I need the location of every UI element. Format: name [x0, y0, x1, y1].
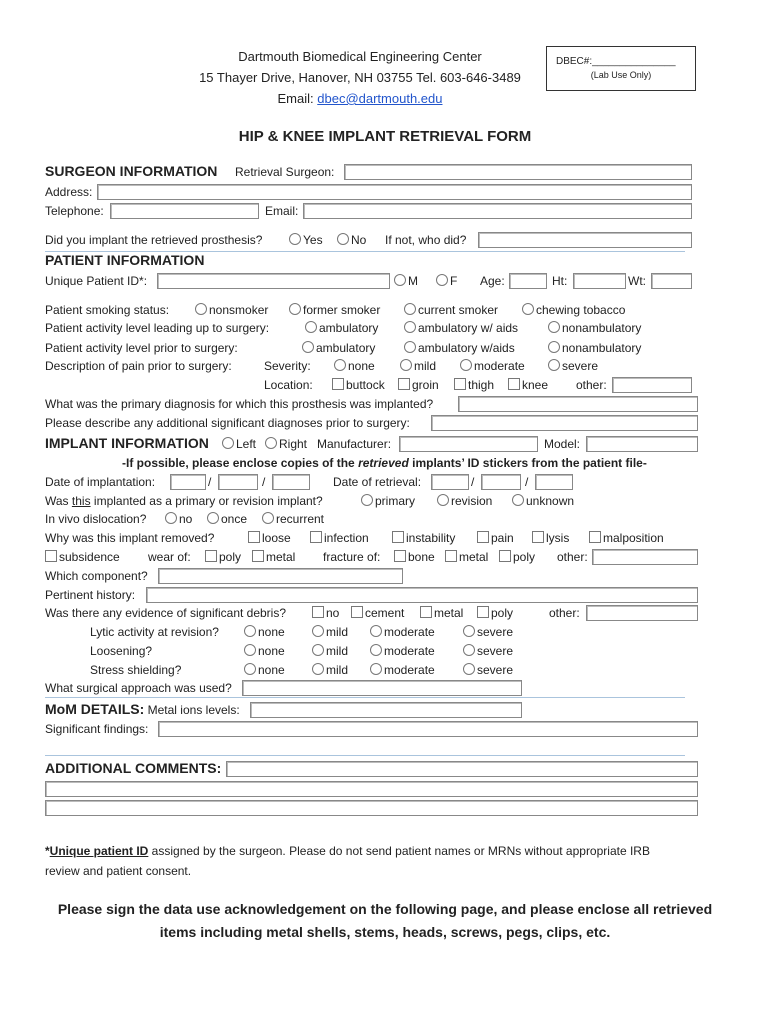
radio-icon[interactable]: [548, 359, 560, 371]
checkbox-icon[interactable]: [205, 550, 217, 562]
checkbox-icon[interactable]: [45, 550, 57, 562]
radio-icon[interactable]: [548, 341, 560, 353]
divider: [45, 697, 685, 698]
activity-pre-option[interactable]: nonambulatory: [548, 321, 641, 335]
radio-icon[interactable]: [404, 341, 416, 353]
activity-pre-option[interactable]: ambulatory: [305, 321, 378, 335]
retrieval-year[interactable]: [535, 474, 573, 490]
retrieval-month[interactable]: [431, 474, 469, 490]
lytic-option[interactable]: none: [244, 625, 285, 639]
removal-option[interactable]: infection: [310, 531, 369, 545]
radio-icon[interactable]: [437, 494, 449, 506]
radio-icon[interactable]: [361, 494, 373, 506]
loosening-option[interactable]: none: [244, 644, 285, 658]
who-label: If not, who did?: [385, 233, 467, 247]
divider: [45, 755, 685, 756]
smoking-option[interactable]: nonsmoker: [195, 303, 268, 317]
checkbox-icon[interactable]: [310, 531, 322, 543]
removal-option[interactable]: malposition: [589, 531, 664, 545]
age-label: Age:: [480, 274, 505, 288]
radio-icon[interactable]: [404, 321, 416, 333]
address-field[interactable]: [97, 184, 692, 200]
severity-option[interactable]: moderate: [460, 359, 525, 373]
checkbox-icon[interactable]: [398, 378, 410, 390]
no-option[interactable]: No: [337, 233, 366, 247]
radio-icon[interactable]: [262, 512, 274, 524]
smoking-option[interactable]: chewing tobacco: [522, 303, 625, 317]
yes-option[interactable]: Yes: [289, 233, 323, 247]
mom-line: MoM DETAILS: Metal ions levels:: [45, 701, 240, 717]
component-field[interactable]: [158, 568, 403, 584]
stress-option[interactable]: moderate: [370, 663, 435, 677]
other-diagnosis-label: Please describe any additional significant diagnoses prior to surgery:: [45, 416, 410, 430]
subsidence-option[interactable]: subsidence: [45, 550, 120, 564]
email-link[interactable]: dbec@dartmouth.edu: [317, 91, 443, 106]
radio-icon[interactable]: [207, 512, 219, 524]
form-title: HIP & KNEE IMPLANT RETRIEVAL FORM: [238, 128, 532, 145]
fracture-option[interactable]: metal: [445, 550, 488, 564]
removal-option[interactable]: loose: [248, 531, 291, 545]
location-other-field[interactable]: [612, 377, 692, 393]
radio-icon[interactable]: [305, 321, 317, 333]
surgeon-heading: SURGEON INFORMATION: [45, 163, 218, 179]
checkbox-icon[interactable]: [508, 378, 520, 390]
checkbox-icon[interactable]: [589, 531, 601, 543]
radio-icon[interactable]: [244, 625, 256, 637]
implant-heading: IMPLANT INFORMATION: [45, 435, 209, 451]
loosening-option[interactable]: severe: [463, 644, 513, 658]
radio-icon[interactable]: [436, 274, 448, 286]
closing-line-2: items including metal shells, stems, heads, screws, pegs, clips, etc.: [159, 924, 611, 940]
loosening-option[interactable]: moderate: [370, 644, 435, 658]
location-option[interactable]: thigh: [454, 378, 494, 392]
history-label: Pertinent history:: [45, 588, 136, 602]
activity-prior-option[interactable]: ambulatory w/aids: [404, 341, 515, 355]
checkbox-icon[interactable]: [252, 550, 264, 562]
radio-icon[interactable]: [400, 359, 412, 371]
radio-icon[interactable]: [370, 663, 382, 675]
closing-line-1: Please sign the data use acknowledgement on the following page, and please enclose all retrieved: [57, 901, 713, 917]
approach-label: What surgical approach was used?: [45, 681, 232, 695]
radio-icon[interactable]: [302, 341, 314, 353]
activity-pre-label: Patient activity level leading up to surgery:: [45, 321, 270, 335]
history-field[interactable]: [146, 587, 698, 603]
location-other-label: other:: [576, 378, 607, 392]
primary-option[interactable]: primary: [361, 494, 415, 508]
debris-option[interactable]: no: [312, 606, 339, 620]
checkbox-icon[interactable]: [477, 531, 489, 543]
checkbox-icon[interactable]: [332, 378, 344, 390]
checkbox-icon[interactable]: [445, 550, 457, 562]
debris-other-field[interactable]: [586, 605, 698, 621]
comments-field-3[interactable]: [45, 800, 698, 816]
fracture-option[interactable]: bone: [394, 550, 435, 564]
implantation-month[interactable]: [170, 474, 206, 490]
component-label: Which component?: [45, 569, 148, 583]
debris-option[interactable]: cement: [351, 606, 404, 620]
checkbox-icon[interactable]: [312, 606, 324, 618]
height-label: Ht:: [552, 274, 568, 288]
radio-icon[interactable]: [312, 644, 324, 656]
checkbox-icon[interactable]: [351, 606, 363, 618]
findings-label: Significant findings:: [45, 722, 149, 736]
findings-field[interactable]: [158, 721, 698, 737]
footnote-line-1: *Unique patient ID assigned by the surgeon. Please do not send patient names or MRNs without appropriate IRB: [45, 844, 650, 858]
smoking-option[interactable]: current smoker: [404, 303, 498, 317]
retrieval-surgeon-label: Retrieval Surgeon:: [235, 165, 335, 179]
radio-icon[interactable]: [244, 663, 256, 675]
org-address: 15 Thayer Drive, Hanover, NH 03755 Tel. 603-646-3489: [199, 70, 521, 85]
date-slash: /: [525, 475, 529, 489]
radio-icon[interactable]: [165, 512, 177, 524]
radio-icon[interactable]: [394, 274, 406, 286]
dislocation-option[interactable]: no: [165, 512, 192, 526]
radio-icon[interactable]: [463, 625, 475, 637]
retrieval-day[interactable]: [481, 474, 521, 490]
date-slash: /: [471, 475, 475, 489]
implant-question: Did you implant the retrieved prosthesis?: [45, 233, 263, 247]
checkbox-icon[interactable]: [248, 531, 260, 543]
radio-icon[interactable]: [337, 233, 349, 245]
male-option[interactable]: M: [394, 274, 418, 288]
weight-field[interactable]: [651, 273, 692, 289]
radio-icon[interactable]: [404, 303, 416, 315]
age-field[interactable]: [509, 273, 547, 289]
radio-icon[interactable]: [522, 303, 534, 315]
height-field[interactable]: [573, 273, 626, 289]
severity-option[interactable]: none: [334, 359, 375, 373]
implantation-year[interactable]: [272, 474, 310, 490]
radio-icon[interactable]: [370, 625, 382, 637]
debris-label: Was there any evidence of significant debris?: [45, 606, 287, 620]
primary-option[interactable]: revision: [437, 494, 492, 508]
wear-option[interactable]: metal: [252, 550, 295, 564]
radio-icon[interactable]: [463, 644, 475, 656]
primary-option[interactable]: unknown: [512, 494, 574, 508]
diagnosis-label: What was the primary diagnosis for which this prosthesis was implanted?: [45, 397, 434, 411]
manufacturer-field[interactable]: [399, 436, 538, 452]
retrieval-date-label: Date of retrieval:: [333, 475, 422, 489]
model-field[interactable]: [586, 436, 698, 452]
activity-prior-option[interactable]: ambulatory: [302, 341, 375, 355]
debris-option[interactable]: metal: [420, 606, 463, 620]
lytic-option[interactable]: mild: [312, 625, 348, 639]
checkbox-icon[interactable]: [392, 531, 404, 543]
uid-label: Unique Patient ID*:: [45, 274, 148, 288]
activity-pre-option[interactable]: ambulatory w/ aids: [404, 321, 518, 335]
comments-field-2[interactable]: [45, 781, 698, 797]
org-name: Dartmouth Biomedical Engineering Center: [238, 49, 482, 64]
activity-prior-label: Patient activity level prior to surgery:: [45, 341, 238, 355]
checkbox-icon[interactable]: [420, 606, 432, 618]
checkbox-icon[interactable]: [394, 550, 406, 562]
radio-icon[interactable]: [312, 663, 324, 675]
severity-label: Severity:: [264, 359, 311, 373]
stress-option[interactable]: none: [244, 663, 285, 677]
stress-option[interactable]: severe: [463, 663, 513, 677]
location-option[interactable]: groin: [398, 378, 439, 392]
other-diagnosis-field[interactable]: [431, 415, 698, 431]
debris-other-label: other:: [549, 606, 580, 620]
org-email-line: [100, 88, 620, 109]
address-label: Address:: [45, 185, 93, 199]
telephone-field[interactable]: [110, 203, 259, 219]
comments-heading: ADDITIONAL COMMENTS:: [45, 760, 222, 776]
lytic-label: Lytic activity at revision?: [90, 625, 219, 639]
metal-ions-field[interactable]: [250, 702, 522, 718]
radio-icon[interactable]: [512, 494, 524, 506]
radio-icon[interactable]: [222, 437, 234, 449]
debris-option[interactable]: poly: [477, 606, 513, 620]
female-option[interactable]: F: [436, 274, 457, 288]
removal-other-field[interactable]: [592, 549, 698, 565]
smoking-label: Patient smoking status:: [45, 303, 170, 317]
dislocation-option[interactable]: once: [207, 512, 247, 526]
radio-icon[interactable]: [244, 644, 256, 656]
lytic-option[interactable]: severe: [463, 625, 513, 639]
removal-option[interactable]: pain: [477, 531, 514, 545]
radio-icon[interactable]: [370, 644, 382, 656]
surgeon-email-label: Email:: [265, 204, 299, 218]
stress-option[interactable]: mild: [312, 663, 348, 677]
stress-label: Stress shielding?: [90, 663, 182, 677]
date-slash: /: [208, 475, 212, 489]
diagnosis-field[interactable]: [458, 396, 698, 412]
email-label: Email:: [277, 91, 314, 106]
checkbox-icon[interactable]: [499, 550, 511, 562]
checkbox-icon[interactable]: [532, 531, 544, 543]
date-slash: /: [262, 475, 266, 489]
weight-label: Wt:: [628, 274, 646, 288]
comments-field-1[interactable]: [226, 761, 698, 777]
removal-option[interactable]: instability: [392, 531, 455, 545]
pain-label: Description of pain prior to surgery:: [45, 359, 232, 373]
dislocation-label: In vivo dislocation?: [45, 512, 147, 526]
uid-field[interactable]: [157, 273, 390, 289]
radio-icon[interactable]: [289, 233, 301, 245]
severity-option[interactable]: mild: [400, 359, 436, 373]
implantation-date-label: Date of implantation:: [45, 475, 156, 489]
location-label: Location:: [264, 378, 313, 392]
left-option[interactable]: Left: [222, 437, 256, 451]
radio-icon[interactable]: [548, 321, 560, 333]
implantation-day[interactable]: [218, 474, 258, 490]
radio-icon[interactable]: [265, 437, 277, 449]
footnote-line-2: review and patient consent.: [45, 864, 192, 878]
loosening-label: Loosening?: [90, 644, 153, 658]
model-label: Model:: [544, 437, 581, 451]
location-option[interactable]: knee: [508, 378, 548, 392]
lab-use-note: (Lab Use Only): [590, 70, 652, 80]
radio-icon[interactable]: [334, 359, 346, 371]
location-option[interactable]: buttock: [332, 378, 385, 392]
retrieval-surgeon-field[interactable]: [344, 164, 692, 180]
radio-icon[interactable]: [289, 303, 301, 315]
lytic-option[interactable]: moderate: [370, 625, 435, 639]
primary-question: Was this implanted as a primary or revision implant?: [45, 494, 323, 508]
radio-icon[interactable]: [463, 663, 475, 675]
dislocation-option[interactable]: recurrent: [262, 512, 324, 526]
dbec-number: DBEC#:_______________: [556, 56, 676, 67]
wear-label: wear of:: [148, 550, 191, 564]
wear-option[interactable]: poly: [205, 550, 241, 564]
activity-prior-option[interactable]: nonambulatory: [548, 341, 641, 355]
sticker-note: -If possible, please enclose copies of the retrieved implants’ ID stickers from the patient file-: [122, 456, 647, 470]
checkbox-icon[interactable]: [454, 378, 466, 390]
severity-option[interactable]: severe: [548, 359, 598, 373]
fracture-option[interactable]: poly: [499, 550, 535, 564]
removal-option[interactable]: lysis: [532, 531, 569, 545]
lab-use-box: [546, 46, 696, 91]
telephone-label: Telephone:: [45, 204, 104, 218]
who-field[interactable]: [478, 232, 692, 248]
right-option[interactable]: Right: [265, 437, 307, 451]
smoking-option[interactable]: former smoker: [289, 303, 380, 317]
radio-icon[interactable]: [312, 625, 324, 637]
removal-reason-label: Why was this implant removed?: [45, 531, 215, 545]
surgeon-email-field[interactable]: [303, 203, 692, 219]
patient-heading: PATIENT INFORMATION: [45, 252, 205, 268]
loosening-option[interactable]: mild: [312, 644, 348, 658]
radio-icon[interactable]: [195, 303, 207, 315]
checkbox-icon[interactable]: [477, 606, 489, 618]
manufacturer-label: Manufacturer:: [317, 437, 392, 451]
removal-other-label: other:: [557, 550, 588, 564]
fracture-label: fracture of:: [323, 550, 381, 564]
approach-field[interactable]: [242, 680, 522, 696]
radio-icon[interactable]: [460, 359, 472, 371]
